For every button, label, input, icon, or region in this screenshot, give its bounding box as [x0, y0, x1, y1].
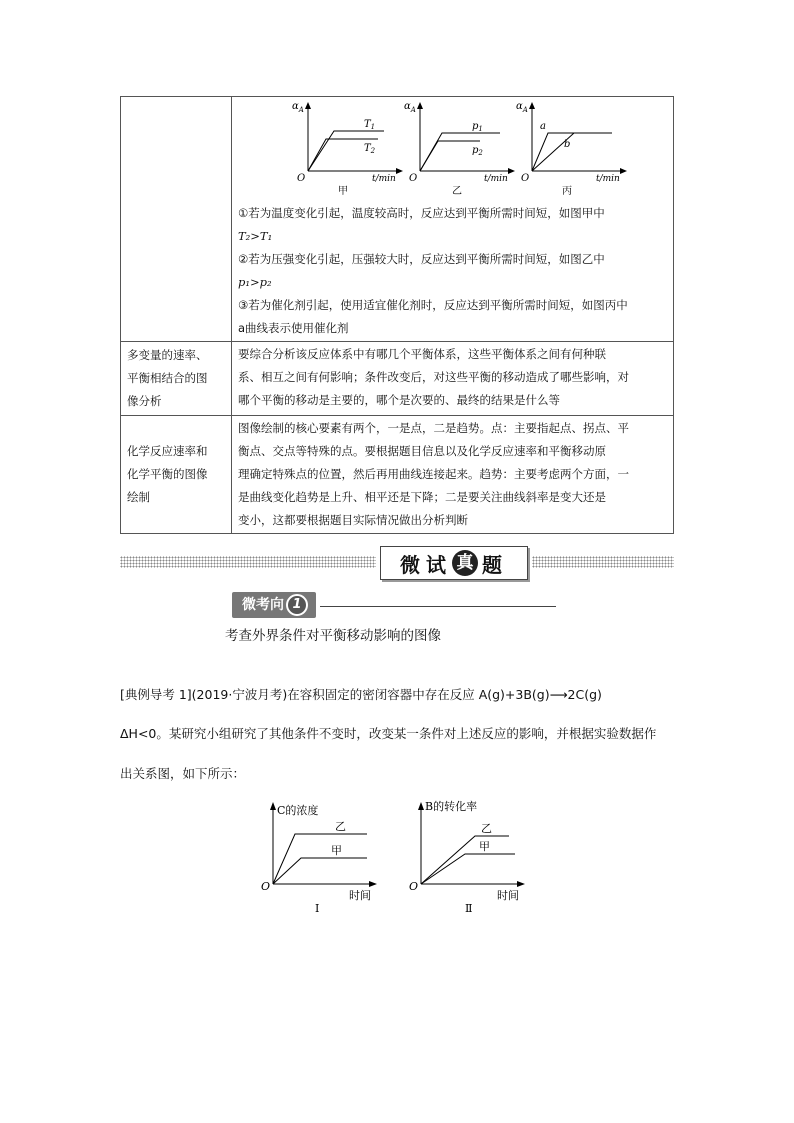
svg-text:时间: 时间	[497, 889, 519, 902]
question-line-3: 出关系图，如下所示：	[120, 766, 246, 781]
svg-text:乙: 乙	[481, 822, 492, 835]
graph-yi	[400, 97, 520, 201]
kaoxiang-number: 1	[286, 594, 308, 616]
svg-text:B的转化率: B的转化率	[425, 800, 478, 813]
row1-content-cell	[232, 97, 674, 342]
svg-text:T1: $T_1$	[364, 119, 376, 131]
svg-text:αA: $\alpha_A$	[404, 101, 416, 114]
row3-label-cell	[121, 416, 232, 534]
svg-text:t/min: t/min	[372, 174, 396, 184]
svg-text:b: b	[564, 139, 571, 150]
row3-line: 是曲线变化趋势是上升、相平还是下降；二是要关注曲线斜率是变大还是	[238, 490, 606, 504]
svg-text:Ⅱ: Ⅱ	[465, 902, 473, 915]
svg-text:Ⅰ: Ⅰ	[315, 902, 320, 915]
kaoxiang-title: 考查外界条件对平衡移动影响的图像	[225, 628, 441, 644]
svg-text:O: O	[521, 173, 530, 184]
row2-label-line: 多变量的速率、	[127, 348, 208, 362]
question-line-2: ΔH<0。某研究小组研究了其他条件不变时，改变某一条件对上述反应的影响，并根据实验数据作	[120, 726, 657, 741]
svg-text:T2: $T_2$	[364, 143, 376, 155]
graph-II	[403, 796, 533, 916]
svg-text:丙: 丙	[562, 186, 572, 197]
row2-label-line: 像分析	[127, 394, 162, 408]
question-graphs	[255, 796, 535, 916]
row3-label-line: 绘制	[127, 490, 150, 504]
row2-content-cell	[232, 342, 674, 416]
banner-post: 题	[482, 552, 508, 577]
row3-line: 变小，这都要根据题目实际情况做出分析判断	[238, 513, 468, 527]
svg-text:t/min: t/min	[596, 174, 620, 184]
row3-label-line: 化学反应速率和	[127, 444, 208, 458]
row1-line: T₂>T₁	[238, 229, 273, 243]
row1-line: ①若为温度变化引起，温度较高时，反应达到平衡所需时间短，如图甲中	[238, 206, 605, 220]
section-banner	[120, 546, 674, 580]
svg-text:a: a	[540, 121, 546, 132]
row1-label-cell	[121, 97, 232, 342]
svg-text:乙: 乙	[452, 186, 462, 197]
kaoxiang-label: 微考向 1	[232, 592, 316, 618]
row1-line: ②若为压强变化引起，压强较大时，反应达到平衡所需时间短，如图乙中	[238, 252, 605, 266]
banner-dots-right	[532, 556, 674, 568]
row3-line: 衡点、交点等特殊的点。要根据题目信息以及化学反应速率和平衡移动原	[238, 444, 606, 458]
row3-label-line: 化学平衡的图像	[127, 467, 208, 481]
svg-text:p2: $p_2$	[472, 145, 483, 157]
banner-dots-left	[120, 556, 376, 568]
svg-text:乙: 乙	[335, 820, 346, 833]
svg-text:O: O	[297, 173, 306, 184]
svg-text:时间: 时间	[349, 889, 371, 902]
summary-table	[120, 96, 674, 534]
graph-group-abc	[232, 97, 673, 201]
kaoxiang-header	[232, 592, 316, 618]
svg-text:甲: 甲	[479, 840, 490, 853]
row1-line: ③若为催化剂引起，使用适宜催化剂时，反应达到平衡所需时间短，如图丙中	[238, 298, 628, 312]
svg-text:O: O	[261, 880, 271, 893]
svg-text:甲: 甲	[338, 186, 348, 197]
svg-text:αA: $\alpha_A$	[516, 101, 528, 114]
row3-line: 图像绘制的核心要素有两个，一是点，二是趋势。点：主要指起点、拐点、平	[238, 421, 629, 435]
banner-mid: 真	[452, 550, 478, 576]
row2-line: 系、相互之间有何影响；条件改变后，对这些平衡的移动造成了哪些影响，对	[238, 370, 629, 384]
svg-text:O: O	[409, 880, 419, 893]
row2-line: 要综合分析该反应体系中有哪几个平衡体系，这些平衡体系之间有何种联	[238, 347, 606, 361]
row3-content-cell	[232, 416, 674, 534]
svg-text:p1: $p_1$	[472, 121, 483, 133]
banner-pre: 微试	[400, 552, 452, 577]
graph-bing	[512, 97, 632, 201]
banner-title	[380, 546, 528, 580]
table-row	[121, 342, 674, 416]
row1-line: p₁>p₂	[238, 275, 272, 289]
svg-text:甲: 甲	[331, 844, 342, 857]
graph-I	[255, 796, 385, 916]
row2-label-cell	[121, 342, 232, 416]
row1-line: a曲线表示使用催化剂	[238, 321, 349, 335]
svg-text:C的浓度: C的浓度	[277, 804, 319, 817]
row3-line: 理确定特殊点的位置，然后再用曲线连接起来。趋势：主要考虑两个方面，一	[238, 467, 629, 481]
table-row	[121, 97, 674, 342]
graph-jia	[288, 97, 408, 201]
svg-text:αA: $\alpha_A$	[292, 101, 304, 114]
svg-text:t/min: t/min	[484, 174, 508, 184]
kaoxiang-rule	[320, 606, 556, 607]
table-row	[121, 416, 674, 534]
svg-text:O: O	[409, 173, 418, 184]
row1-explanation	[232, 201, 673, 341]
row2-line: 哪个平衡的移动是主要的，哪个是次要的、最终的结果是什么等	[238, 393, 560, 407]
question-line-1: [典例导考 1](2019·宁波月考)在容积固定的密闭容器中存在反应 A(g)+3B(g)⟶2C(g)	[120, 687, 602, 702]
row2-label-line: 平衡相结合的图	[127, 371, 208, 385]
